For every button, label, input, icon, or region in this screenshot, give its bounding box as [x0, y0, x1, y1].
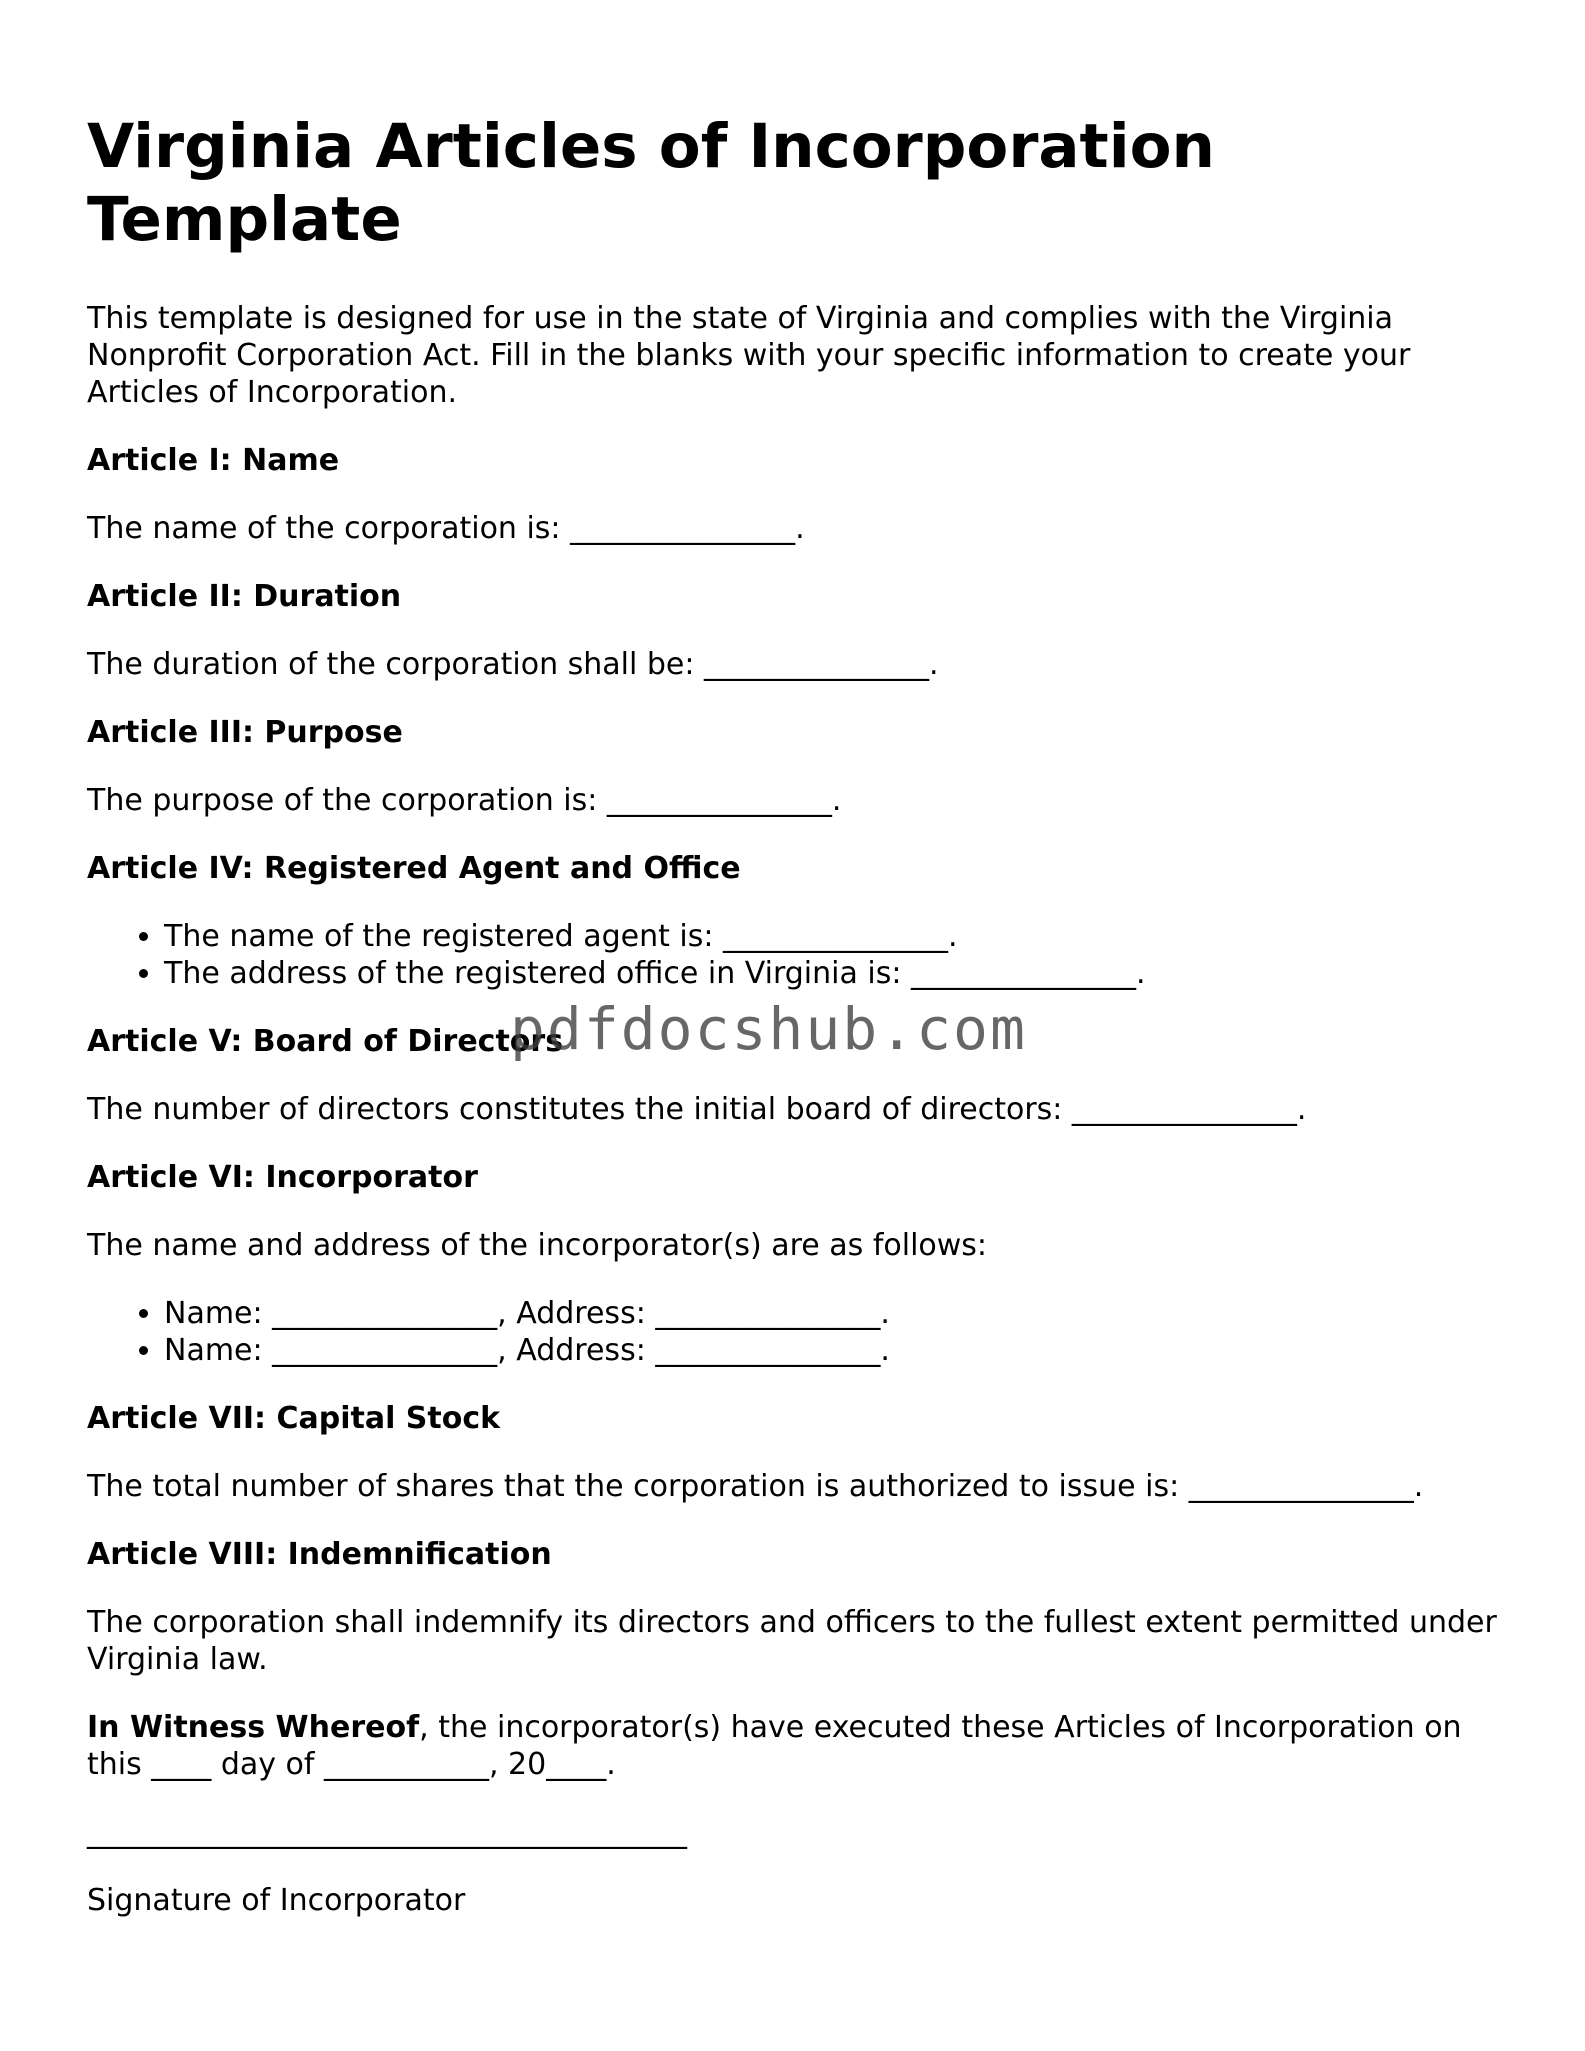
article-6-list	[87, 1295, 1507, 1369]
article-7-heading: Article VII: Capital Stock	[87, 1401, 501, 1436]
list-item: • The name of the registered agent is: _______________.	[164, 918, 1507, 955]
witness-paragraph	[87, 1709, 1507, 1783]
witness-bold: In Witness Whereof	[87, 1710, 420, 1745]
article-5-heading: Article V: Board of Directors	[87, 1024, 564, 1059]
signature-line: ________________________________________	[87, 1815, 687, 1850]
article-1-text: The name of the corporation is: _______________.	[87, 511, 805, 546]
watermark: pdfdocshub.com	[510, 995, 1027, 1063]
list-item: • Name: _______________, Address: _______________.	[164, 1332, 1507, 1369]
signature-label: Signature of Incorporator	[87, 1883, 466, 1918]
article-8-text: The corporation shall indemnify its directors and officers to the fullest extent permitted under Virginia law.	[87, 1605, 1497, 1677]
article-5-text: The number of directors constitutes the initial board of directors: _______________.	[87, 1092, 1307, 1127]
article-6-heading: Article VI: Incorporator	[87, 1160, 478, 1195]
article-4-list	[87, 918, 1507, 992]
article-8-heading: Article VIII: Indemnification	[87, 1537, 552, 1572]
article-1-heading: Article I: Name	[87, 443, 340, 478]
article-2-text: The duration of the corporation shall be: _______________.	[87, 647, 939, 682]
list-item: • Name: _______________, Address: _______________.	[164, 1295, 1507, 1332]
witness-rest: , the incorporator(s) have executed these Articles of Incorporation on this ____ day of ___________, 20____.	[87, 1710, 1462, 1782]
article-6-text: The name and address of the incorporator(s) are as follows:	[87, 1228, 988, 1263]
article-2-heading: Article II: Duration	[87, 579, 402, 614]
article-3-heading: Article III: Purpose	[87, 715, 403, 750]
list-item: • The address of the registered office in Virginia is: _______________.	[164, 955, 1507, 992]
page-title: Virginia Articles of Incorporation Template	[87, 111, 1215, 255]
intro-paragraph: This template is designed for use in the state of Virginia and complies with the Virginia Nonprofit Corporation Act. Fill in the blanks with your specific information to create your Articles of Incorporation.	[87, 301, 1411, 410]
document-page	[87, 110, 1507, 1950]
article-4-heading: Article IV: Registered Agent and Office	[87, 851, 741, 886]
article-3-text: The purpose of the corporation is: _______________.	[87, 783, 842, 818]
article-7-text: The total number of shares that the corporation is authorized to issue is: _______________.	[87, 1469, 1424, 1504]
